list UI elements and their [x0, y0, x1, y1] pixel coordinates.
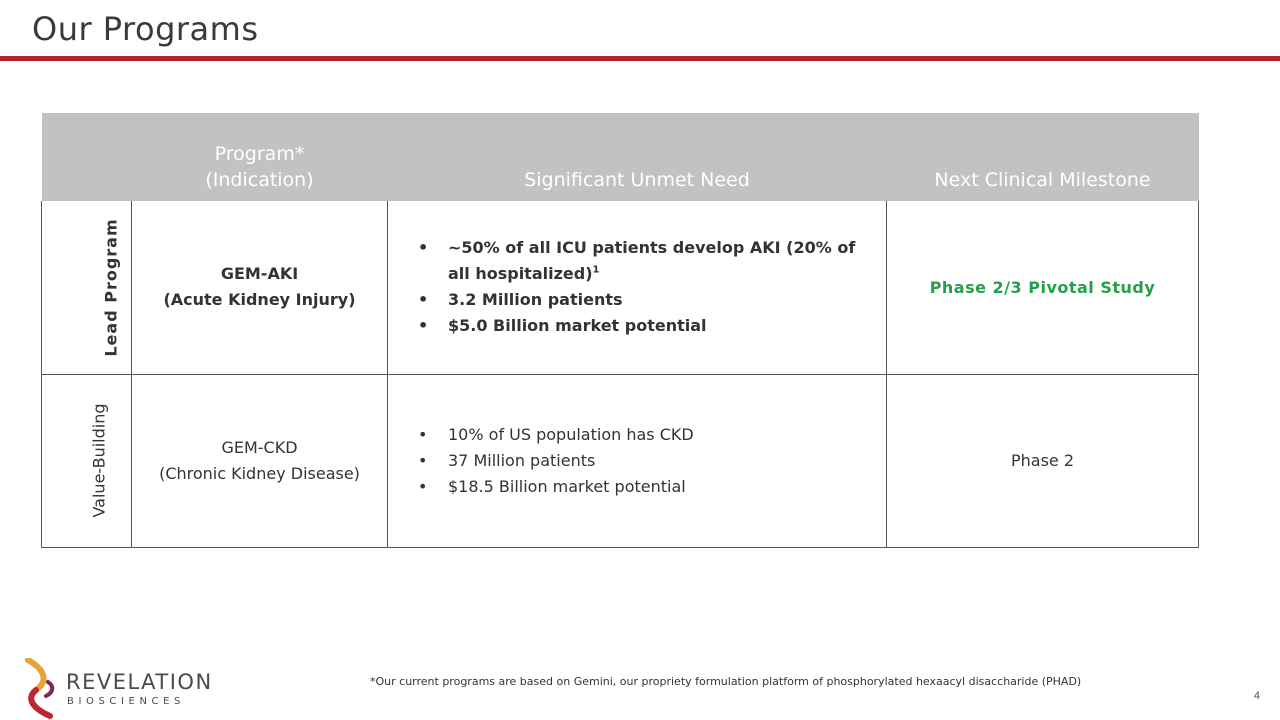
table-row — [42, 374, 1199, 547]
need-text: $18.5 Billion market potential — [448, 476, 686, 496]
company-logo — [24, 658, 224, 720]
need-text: 10% of US population has CKD — [448, 424, 694, 444]
need-text: ~50% of all ICU patients develop AKI (20% of all hospitalized) — [448, 238, 856, 284]
header-program-line2: (Indication) — [205, 169, 314, 191]
header-need: Significant Unmet Need — [388, 113, 887, 201]
table-row — [42, 201, 1199, 374]
title-divider — [0, 56, 1280, 61]
header-program-line1: Program* — [214, 143, 305, 165]
programs-table — [41, 113, 1199, 548]
footnote-marker: 1 — [592, 264, 600, 276]
need-list — [388, 422, 886, 500]
side-cell — [42, 374, 132, 547]
milestone-text: Phase 2 — [1010, 451, 1075, 470]
program-indication: (Chronic Kidney Disease) — [159, 463, 360, 483]
list-item — [418, 235, 870, 287]
milestone-text: Phase 2/3 Pivotal Study — [929, 277, 1156, 297]
need-text: $5.0 Billion market potential — [448, 316, 707, 336]
list-item — [418, 474, 870, 500]
page-title: Our Programs — [32, 10, 259, 48]
list-item — [418, 448, 870, 474]
table-header-row — [42, 113, 1199, 201]
footnote: *Our current programs are based on Gemini, our propriety formulation platform of phosphorylated hexaacyl disaccharide (PHAD) — [370, 675, 1082, 688]
program-indication: (Acute Kidney Injury) — [163, 290, 356, 310]
program-cell — [132, 374, 388, 547]
need-text: 3.2 Million patients — [448, 290, 623, 310]
header-program — [132, 113, 388, 201]
need-text: 37 Million patients — [448, 450, 596, 470]
program-name: GEM-AKI — [220, 264, 299, 284]
list-item — [418, 422, 870, 448]
logo-wordmark: REVELATION — [66, 670, 213, 694]
side-label-value-building: Value-Building — [89, 403, 109, 518]
header-milestone: Next Clinical Milestone — [887, 113, 1199, 201]
need-list — [388, 235, 886, 339]
milestone-cell — [887, 374, 1199, 547]
page-number: 4 — [1253, 690, 1260, 702]
list-item — [418, 313, 870, 339]
side-cell — [42, 201, 132, 374]
milestone-cell — [887, 201, 1199, 374]
side-label-lead-program: Lead Program — [101, 218, 121, 357]
header-side — [42, 113, 132, 201]
program-name: GEM-CKD — [221, 437, 298, 457]
need-cell — [388, 374, 887, 547]
helix-logo-icon — [24, 658, 60, 720]
program-cell — [132, 201, 388, 374]
list-item — [418, 287, 870, 313]
logo-subtitle: BIOSCIENCES — [67, 696, 186, 707]
need-cell — [388, 201, 887, 374]
